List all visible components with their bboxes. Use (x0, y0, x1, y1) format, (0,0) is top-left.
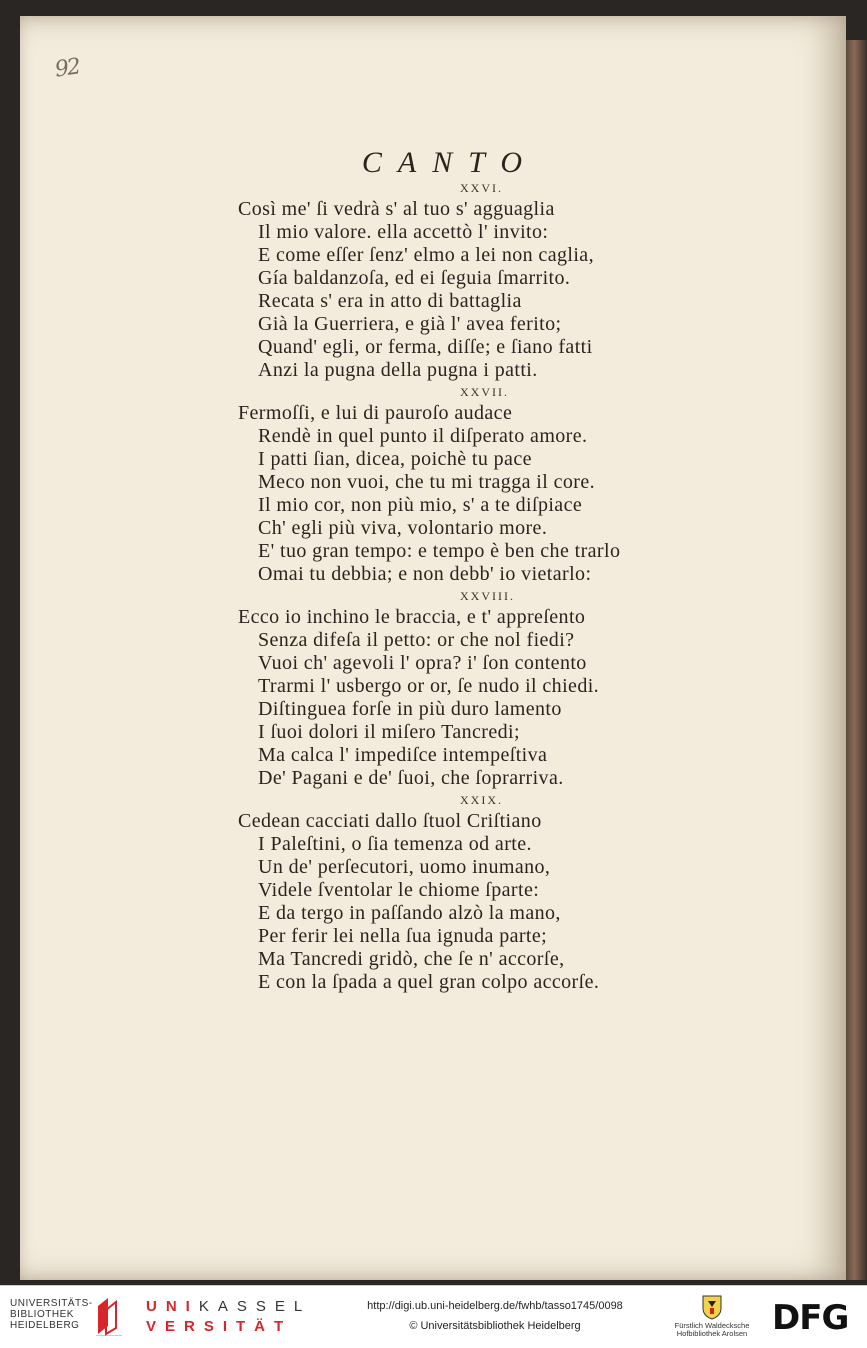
canto-heading: CANTO (361, 146, 539, 179)
poem-text (238, 178, 758, 994)
waldeck-crest-icon (700, 1292, 724, 1320)
poem-line: Trarmi l' usbergo or or, ſe nudo il chiedi. (258, 675, 600, 697)
poem-line: Gía baldanzoſa, ed ei ſeguia ſmarrito. (258, 267, 571, 289)
stanza-number: XXVI. (460, 181, 503, 195)
footer-bar (0, 1285, 867, 1348)
poem-line: Quand' egli, or ferma, diſſe; e ſiano fatti (258, 336, 593, 358)
poem-line: De' Pagani e de' ſuoi, che ſoprarriva. (258, 767, 564, 789)
poem-line: Recata s' era in atto di battaglia (258, 290, 522, 312)
kassel-uni-text: UNI (146, 1298, 199, 1315)
poem-line: Videle ſventolar le chiome ſparte: (258, 879, 540, 901)
poem-line: Senza difeſa il petto: or che nol fiedi? (258, 629, 575, 651)
heidelberg-name-line: HEIDELBERG (10, 1320, 80, 1331)
kassel-logo-line2: VERSITÄT (146, 1318, 293, 1335)
poem-line: I ſuoi dolori il miſero Tancredi; (258, 721, 520, 743)
poem-line: Vuoi ch' agevoli l' opra? i' ſon contento (258, 652, 587, 674)
heidelberg-library-name (10, 1298, 96, 1331)
poem-line: Così me' ſi vedrà s' al tuo s' agguaglia (238, 198, 555, 220)
poem-line: E come eſſer ſenz' elmo a lei non caglia, (258, 244, 594, 266)
poem-line: Ma Tancredi gridò, che ſe n' accorſe, (258, 948, 565, 970)
waldeck-name-line: Hofbibliothek Arolsen (676, 1329, 748, 1338)
poem-line: Il mio cor, non più mio, s' a te diſpiace (258, 494, 583, 516)
heidelberg-name-line: BIBLIOTHEK (10, 1309, 74, 1320)
waldeck-library-name (666, 1322, 758, 1338)
poem-line: Ch' egli più viva, volontario more. (258, 517, 548, 539)
poem-line: Anzi la pugna della pugna i patti. (258, 359, 538, 381)
stanza-number: XXVII. (460, 385, 509, 399)
kassel-city-text: KASSEL (198, 1298, 312, 1315)
stanza-number: XXVIII. (460, 589, 515, 603)
waldeck-name-line: Fürstlich Waldecksche (674, 1321, 750, 1330)
poem-line: E con la ſpada a quel gran colpo accorſe. (258, 971, 600, 993)
stanza-number: XXIX. (460, 793, 503, 807)
heidelberg-name-line: UNIVERSITÄTS- (10, 1298, 93, 1309)
dfg-logo: DFG (772, 1298, 849, 1338)
poem-line: I Paleſtini, o ſia temenza od arte. (258, 833, 532, 855)
poem-line: Ma calca l' impediſce intempeſtiva (258, 744, 548, 766)
poem-line: Ecco io inchino le braccia, e t' appreſento (238, 606, 586, 628)
poem-line: Diſtinguea forſe in più duro lamento (258, 698, 562, 720)
poem-line: E da tergo in paſſando alzò la mano, (258, 902, 561, 924)
page-folio-number: 92 (53, 54, 81, 83)
poem-line: E' tuo gran tempo: e tempo è ben che trarlo (258, 540, 621, 562)
poem-line: Un de' perſecutori, uomo inumano, (258, 856, 551, 878)
poem-line: I patti ſian, dicea, poichè tu pace (258, 448, 532, 470)
poem-line: Per ferir lei nella ſua ignuda parte; (258, 925, 548, 947)
poem-line: Omai tu debbia; e non debb' io vietarlo: (258, 563, 592, 585)
poem-line: Cedean cacciati dallo ſtuol Criſtiano (238, 810, 542, 832)
poem-line: Rendè in quel punto il diſperato amore. (258, 425, 588, 447)
permalink-url[interactable]: http://digi.ub.uni-heidelberg.de/fwhb/tasso1745/0098 (367, 1300, 623, 1312)
poem-line: Meco non vuoi, che tu mi tragga il core. (258, 471, 596, 493)
poem-line: Fermoſſi, e lui di pauroſo audace (238, 402, 513, 424)
heidelberg-logo-icon (94, 1296, 124, 1336)
kassel-logo-line1 (146, 1298, 311, 1315)
poem-line: Già la Guerriera, e già l' avea ferito; (258, 313, 562, 335)
copyright-text: © Universitätsbibliothek Heidelberg (409, 1320, 581, 1332)
poem-line: Il mio valore. ella accettò l' invito: (258, 221, 549, 243)
book-edge (846, 40, 867, 1280)
